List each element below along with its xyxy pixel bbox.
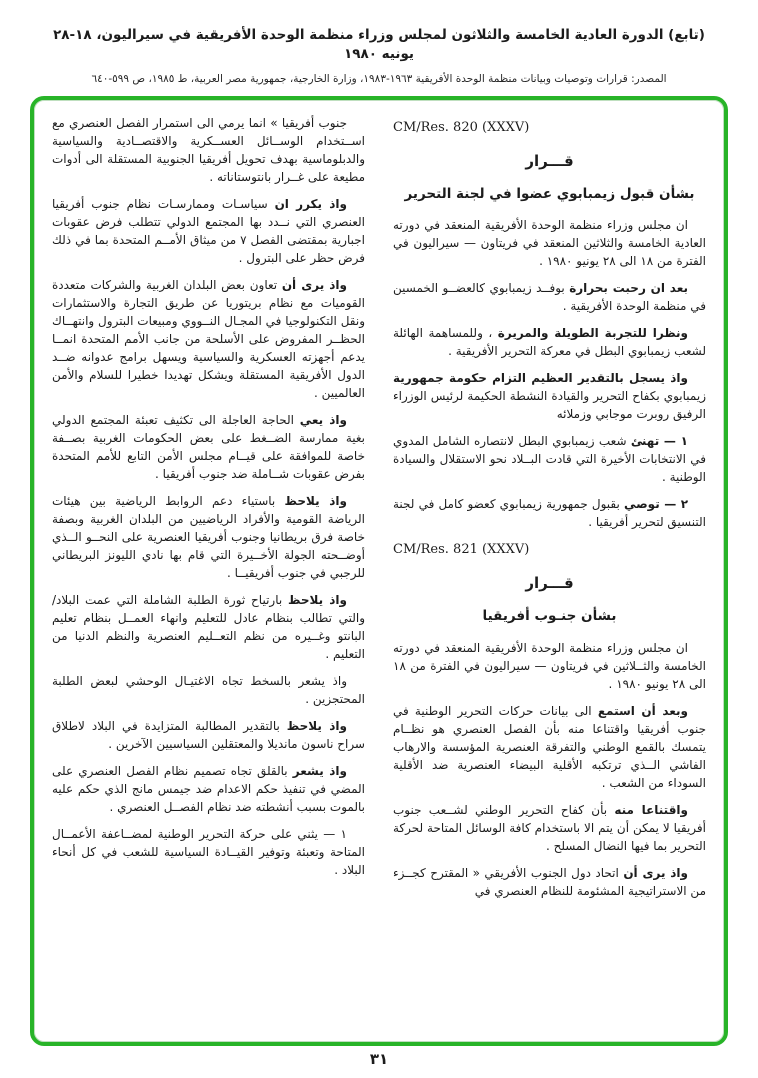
paragraph-lead: واقتناعا منه (614, 802, 689, 817)
paragraph (52, 762, 365, 816)
paragraph-lead: واذ يكرر ان (274, 197, 347, 211)
paragraph-text: بالقلق تجاه تصميم نظام الفصل العنصري على المضي في تنفيذ حكم الاعدام ضد جيمس مانج الذي حكم عليه بالموت بسبب أنشطته ضد نظام الفصــل العنصري . (52, 764, 365, 814)
paragraph-text: الى بيانات حركات التحرير الوطنية في جنوب أفريقيا واقتناعا منه بأن الفصل العنصري هو نظــام يتمسك بالقمع الوطني والتفرقة العنصرية المؤسسة والارهاب الفاشي الــذي ترتكبه الأقلية البيضاء العنصرية ضد الأقلية السوداء من الشعب . (393, 703, 706, 790)
numbered-clause (52, 825, 365, 879)
paragraph-lead: ١ — تهنئ (630, 434, 688, 449)
resolution-title: قـــرار (525, 151, 574, 170)
paragraph (52, 276, 365, 402)
green-border-frame (30, 96, 728, 1046)
paragraph-text: ان مجلس وزراء منظمة الوحدة الأفريقية المنعقد في دورته العادية الخامسة والثلاثين المنعقد في فريتاون — سيراليون في الفترة من ١٨ الى ٢٨ يونيو ١٩٨٠ . (393, 218, 706, 269)
header-source-line: المصدر: قرارات وتوصيات وبيانات منظمة الوحدة الأفريقية ١٩٦٣-١٩٨٣، وزارة الخارجية، جمهورية مصر العربية، ط ١٩٨٥، ص ٥٩٩-٦٤٠ (91, 72, 667, 85)
paragraph-text: ان مجلس وزراء منظمة الوحدة الأفريقية المنعقد في دورته الخامسة والثــلاثين في فريتاون — سيراليون في الفترة من ١٨ الى ٢٨ يونيو ١٩٨٠ . (393, 640, 706, 691)
column-left (52, 114, 365, 1028)
paragraph-text: واذ يشعر بالسخط تجاه الاغتيـال الوحشي لبعض الطلبة المحتجزين . (52, 674, 365, 706)
column-right (393, 114, 706, 1028)
paragraph-lead: واذ يشعر (292, 764, 347, 778)
paragraph-text: تعاون بعض البلدان الغربية والشركات متعددة القوميات مع نظام بريتوريا عن طريق التجارة والاستثمارات ونقل التكنولوجيا في المجـال النــووي ومبيعات البترول وانتهــاك الحظــر المفروض على الأسلحة من جانب الأمم المتحدة انمــا يدعم أجهزته العسكرية والسياسية ويسهل برامج عدوانه ضــد الدول الأفريقية المستقلة ويشكل تهديدا خطيرا للسلام والأمن العالميين . (52, 278, 365, 400)
resolution-ref: CM/Res. 820 (XXXV) (393, 120, 530, 135)
paragraph-lead: واذ يلاحظ (286, 719, 347, 733)
paragraph (393, 369, 706, 423)
paragraph-lead: واذ يرى أن (281, 278, 347, 292)
paragraph-text: بالتقدير المطالبة المتزايدة في البلاد لاطلاق سراح ناسون مانديلا والمعتقلين السياسيين الآخرين . (52, 719, 365, 751)
resolution-title: قـــرار (525, 573, 574, 592)
numbered-clause (393, 495, 706, 531)
paragraph (393, 324, 706, 360)
paragraph (393, 216, 706, 270)
paragraph-lead: واذ يرى أن (623, 865, 688, 880)
paragraph (52, 195, 365, 267)
paragraph-text: بقبول جمهورية زيمبابوي كعضو كامل في لجنة التنسيق لتحرير أفريقيا . (393, 497, 706, 530)
paragraph (393, 639, 706, 693)
paragraph-lead: واذ يعي (299, 413, 348, 427)
paragraph-text: باستياء دعم الروابط الرياضية بين هيئات الرياضة القومية والأفراد الرياضيين من البلدان الغربية وبصفة خاصة فرق بريطانيا وجنوب أفريقيا العنصرية على النحــو الــذي أوضــحته الجولة الأخــيرة التي قام بها نادي الليونز البريطاني للرجبي في جنوب أفريقيــا . (52, 494, 365, 580)
document-header (0, 0, 758, 85)
paragraph-text: سياسـات وممارسـات نظام جنوب أفريقيا العنصري التي نــدد بها المجتمع الدولي تتطلب فرض عقوبات اجبارية بمقتضى الفصل ٧ من ميثاق الأمــم المتحدة بما في ذلك فرض حظر على البترول . (52, 197, 365, 265)
paragraph (393, 864, 706, 900)
paragraph (52, 672, 365, 708)
paragraph-lead: واذ يلاحظ (284, 494, 347, 508)
paragraph-lead: ونظرا للتجربة الطويلة والمريرة (497, 326, 688, 341)
paragraph-text: جنوب أفريقيا » انما يرمي الى استمرار الفصل العنصري مع اســتخدام الوســائل العســكرية والاقتصــادية والسياسية والدبلوماسية بهدف تحويل أفريقيا الجنوبية المستقلة الى أدوات مطيعة على غــرار بانتوستاناته . (52, 116, 365, 184)
paragraph (52, 114, 365, 186)
paragraph-text: بأن كفاح التحرير الوطني لشــعب جنوب أفريقيا لا يمكن أن يتم الا باستخدام كافة الوسائل المتاحة لحركة التحرير بما فيها النضال المسلح . (393, 802, 706, 853)
paragraph (52, 591, 365, 663)
paragraph-text: بارتياح ثورة الطلبة الشاملة التي عمت البلاد/والتي تطالب بنظام عادل للتعليم وانهاء العمــل بنظام تعليم البانتو وغــيره من نظم التعــليم العنصرية والنظم الدنيا من التعليم . (52, 593, 365, 661)
paragraph-lead: وبعد أن استمع (597, 703, 689, 718)
resolution-subject: بشأن قبول زيمبابوي عضوا في لجنة التحرير (404, 186, 695, 202)
paragraph-text: الحاجة العاجلة الى تكثيف تعبئة المجتمع الدولي بغية ممارسة الضــغط على بعض الحكومات الغربية بصــفة خاصة للموافقة على قيــام مجلس الأمن التابع للأمم المتحدة بفرض عقوبات شــاملة ضد جنوب أفريقيا . (52, 413, 365, 481)
two-column-layout (52, 114, 706, 1028)
paragraph (52, 717, 365, 753)
paragraph-text: بوفــد زيمبابوي كالعضــو الخمسين في منظمة الوحدة الأفريقية . (393, 281, 706, 314)
paragraph-lead: ٢ — توصي (623, 497, 689, 512)
page-number: ٣١ (369, 1050, 389, 1068)
paragraph-lead: واذ يلاحظ (287, 593, 347, 607)
paragraph-lead: بعد ان رحبت بحرارة (569, 281, 689, 296)
paragraph-text: اتحاد دول الجنوب الأفريقي « المقترح كجــزء من الاستراتيجية المشئومة للنظام العنصري في (393, 865, 706, 898)
paragraph-text: ، وللمساهمة الهائلة لشعب زيمبابوي البطل في معركة التحرير الأفريقية . (393, 326, 706, 359)
paragraph (52, 492, 365, 582)
paragraph-text: شعب زيمبابوي البطل لانتصاره الشامل المدوي في الانتخابات الأخيرة التي قادت البــلاد نحو الاستقلال والسيادة الوطنية . (393, 434, 706, 485)
resolution-subject: بشأن جنـوب أفريقيا (482, 608, 617, 625)
paragraph (393, 702, 706, 792)
paragraph (393, 279, 706, 315)
paragraph (52, 411, 365, 483)
numbered-clause (393, 432, 706, 486)
paragraph (393, 801, 706, 855)
paragraph-text: ١ — يثني على حركة التحرير الوطنية لمضــاعفة الأعمــال المتاحة وتعبئة وتوفير القيــادة السياسية للشعب في كل أنحاء البلاد . (52, 827, 365, 877)
paragraph-text: زيمبابوي بكفاح التحرير والقيادة النشطة الحكيمة لرئيس الوزراء الرفيق روبرت موجابي وزملائه (393, 389, 706, 422)
resolution-ref: CM/Res. 821 (XXXV) (393, 542, 530, 558)
header-title: (تابع) الدورة العادية الخامسة والثلاثون لمجلس وزراء منظمة الوحدة الأفريقية في سيراليون، ١٨-٢٨ يونيه ١٩٨٠ (53, 27, 705, 62)
paragraph-lead: واذ يسجل بالتقدير العظيم التزام حكومة جمهورية (393, 371, 688, 386)
